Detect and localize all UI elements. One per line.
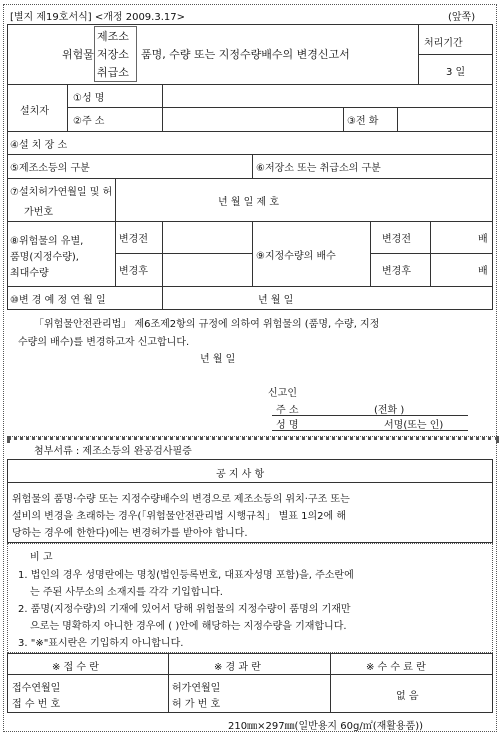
location-label: ④설 치 장 소 xyxy=(10,140,68,151)
attachment: 첨부서류 : 제조소등의 완공검사필증 xyxy=(34,446,192,457)
notice-title: 공 지 사 항 xyxy=(216,469,265,480)
applicant-address-label: 주 소 xyxy=(276,405,299,416)
storage-type-label: ⑥저장소 또는 취급소의 구분 xyxy=(256,163,381,174)
change-date-value: 년 월 일 xyxy=(258,295,294,306)
receipt-header: ※ 접 수 란 xyxy=(52,662,99,673)
processing-period-label: 처리기간 xyxy=(424,38,463,49)
permit-label-2: 가번호 xyxy=(24,207,53,218)
applicant-signature: 서명(또는 인) xyxy=(384,420,444,431)
permit-label-1: ⑦설치허가연월일 및 허 xyxy=(10,187,113,198)
declaration-line-2: 수량의 배수)를 변경하고자 신고합니다. xyxy=(18,337,190,348)
declaration-line-1: 「위험물안전관리법」 제6조제2항의 규정에 의하여 위험물의 (품명, 수량, 지정 xyxy=(34,319,380,330)
hazard-label-2: 품명(지정수량), xyxy=(10,252,79,263)
applicant-name-label: 성 명 xyxy=(276,420,299,431)
form-number: [별지 제19호서식] <개정 2009.3.17> xyxy=(10,12,185,23)
notice-line-1: 위험물의 품명·수량 또는 지정수량배수의 변경으로 제조소등의 위치·구조 또는 xyxy=(12,494,350,505)
hazard-label-3: 최대수량 xyxy=(10,268,49,279)
hazard-label-1: ⑧위험물의 유별, xyxy=(10,236,84,247)
factory-type-label: ⑤제조소등의 구분 xyxy=(10,163,90,174)
hazard-after-label: 변경후 xyxy=(119,266,148,277)
form-title: 품명, 수량 또는 지정수량배수의 변경신고서 xyxy=(141,48,350,61)
receipt-number-label: 접 수 번 호 xyxy=(12,699,61,710)
type-handling: 취급소 xyxy=(97,66,129,79)
remark-1a: 1. 법인의 경우 성명란에는 명칭(법인등록번호, 대표자성명 포함)을, 주소란에 xyxy=(18,570,354,581)
phone-label: ③전 화 xyxy=(347,116,379,127)
paper-size: 210㎜×297㎜(일반용지 60g/㎡(재활용품)) xyxy=(228,721,424,732)
multiple-before-label: 변경전 xyxy=(382,234,411,245)
remark-3: 3. "※"표시란은 기입하지 아니합니다. xyxy=(18,638,184,649)
remark-1b: 는 주된 사무소의 소재지를 각각 기입합니다. xyxy=(30,587,223,598)
notice-line-3: 당하는 경우에 한한다)에는 변경허가를 받아야 합니다. xyxy=(12,528,248,539)
remark-2a: 2. 품명(지정수량)의 기재에 있어서 당해 위험물의 지정수량이 품명의 기재만 xyxy=(18,604,351,615)
permit-number-label: 허 가 번 호 xyxy=(172,699,221,710)
applicant-phone: (전화 ) xyxy=(374,405,405,416)
progress-header: ※ 경 과 란 xyxy=(214,662,261,673)
permit-date-label: 허가연월일 xyxy=(172,683,221,694)
multiple-label: ⑨지정수량의 배수 xyxy=(256,251,336,262)
receipt-date-label: 접수연월일 xyxy=(12,683,61,694)
fee-header: ※ 수 수 료 란 xyxy=(366,662,426,673)
declaration-date: 년 월 일 xyxy=(200,354,236,365)
front-side-label: (앞쪽) xyxy=(448,12,476,23)
name-label: ①성 명 xyxy=(73,93,105,104)
times-after: 배 xyxy=(478,266,488,277)
applicant-label: 신고인 xyxy=(268,388,297,399)
address-label: ②주 소 xyxy=(73,116,105,127)
remarks-title: 비 고 xyxy=(30,552,53,563)
processing-period-value: 3 일 xyxy=(446,67,466,78)
type-factory: 제조소 xyxy=(97,30,129,43)
notice-line-2: 설비의 변경을 초래하는 경우(「위험물안전관리법 시행규칙」 별표 1의2에 해 xyxy=(12,511,347,522)
multiple-after-label: 변경후 xyxy=(382,266,411,277)
hazard-before-label: 변경전 xyxy=(119,234,148,245)
installer-label: 설치자 xyxy=(20,106,49,117)
title-prefix: 위험물 xyxy=(62,48,94,61)
fee-value: 없 음 xyxy=(396,691,419,702)
permit-date-number: 년 월 일 제 호 xyxy=(218,197,280,208)
times-before: 배 xyxy=(478,234,488,245)
change-date-label: ⑩변 경 예 정 연 월 일 xyxy=(10,295,106,306)
type-storage: 저장소 xyxy=(97,48,129,61)
remark-2b: 으로는 명확하지 아니한 경우에 ( )안에 해당하는 지정수량을 기재합니다. xyxy=(30,621,347,632)
